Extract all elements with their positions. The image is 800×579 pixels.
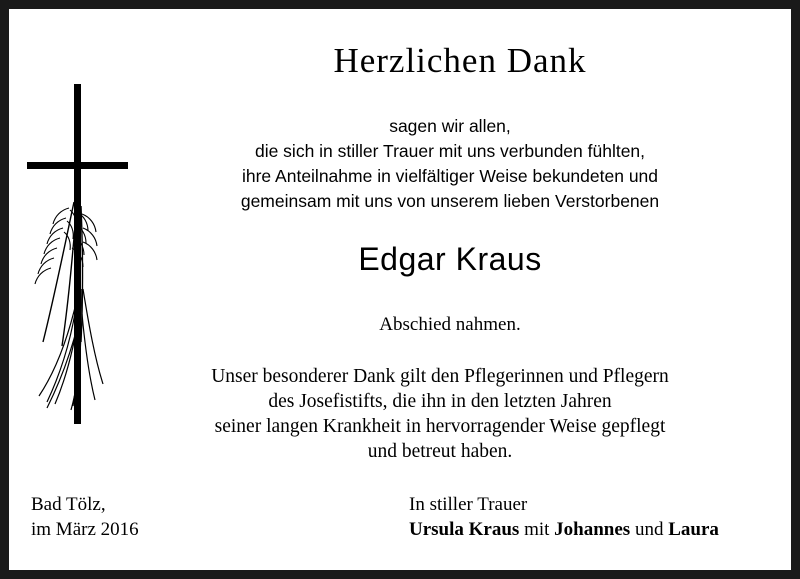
intro-line-3: ihre Anteilnahme in vielfältiger Weise bekundeten und bbox=[241, 166, 659, 186]
wheat-icon bbox=[35, 202, 103, 410]
headline: Herzlichen Dank bbox=[333, 41, 587, 80]
thanks-paragraph bbox=[109, 364, 771, 464]
family-primary: Ursula Kraus bbox=[409, 519, 520, 540]
footer-place: Bad Tölz, bbox=[31, 494, 106, 515]
mourning-label: In stiller Trauer bbox=[409, 494, 528, 515]
farewell-line: Abschied nahmen. bbox=[379, 314, 521, 335]
family-connector-2: und bbox=[630, 519, 669, 540]
thanks-line-1: Unser besonderer Dank gilt den Pflegerinnen und Pflegern bbox=[211, 366, 669, 387]
deceased-name: Edgar Kraus bbox=[358, 241, 542, 277]
family-secondary: Johannes bbox=[554, 519, 631, 540]
footer-date: im März 2016 bbox=[31, 519, 139, 540]
intro-line-4: gemeinsam mit uns von unserem lieben Verstorbenen bbox=[240, 191, 660, 211]
card-inner bbox=[9, 9, 791, 570]
footer-family bbox=[409, 492, 719, 542]
family-tertiary: Laura bbox=[668, 519, 719, 540]
family-names bbox=[409, 517, 719, 542]
intro-line-2: die sich in stiller Trauer mit uns verbunden fühlten, bbox=[254, 141, 646, 161]
thanks-line-2: des Josefistifts, die ihn in den letzten Jahren bbox=[268, 391, 612, 412]
intro-paragraph bbox=[129, 114, 771, 214]
footer-place-date bbox=[31, 492, 139, 542]
intro-line-1: sagen wir allen, bbox=[389, 116, 511, 136]
thanks-line-4: und betreut haben. bbox=[367, 441, 513, 462]
thanks-line-3: seiner langen Krankheit in hervorragender Weise gepflegt bbox=[214, 416, 666, 437]
family-connector-1: mit bbox=[519, 519, 555, 540]
